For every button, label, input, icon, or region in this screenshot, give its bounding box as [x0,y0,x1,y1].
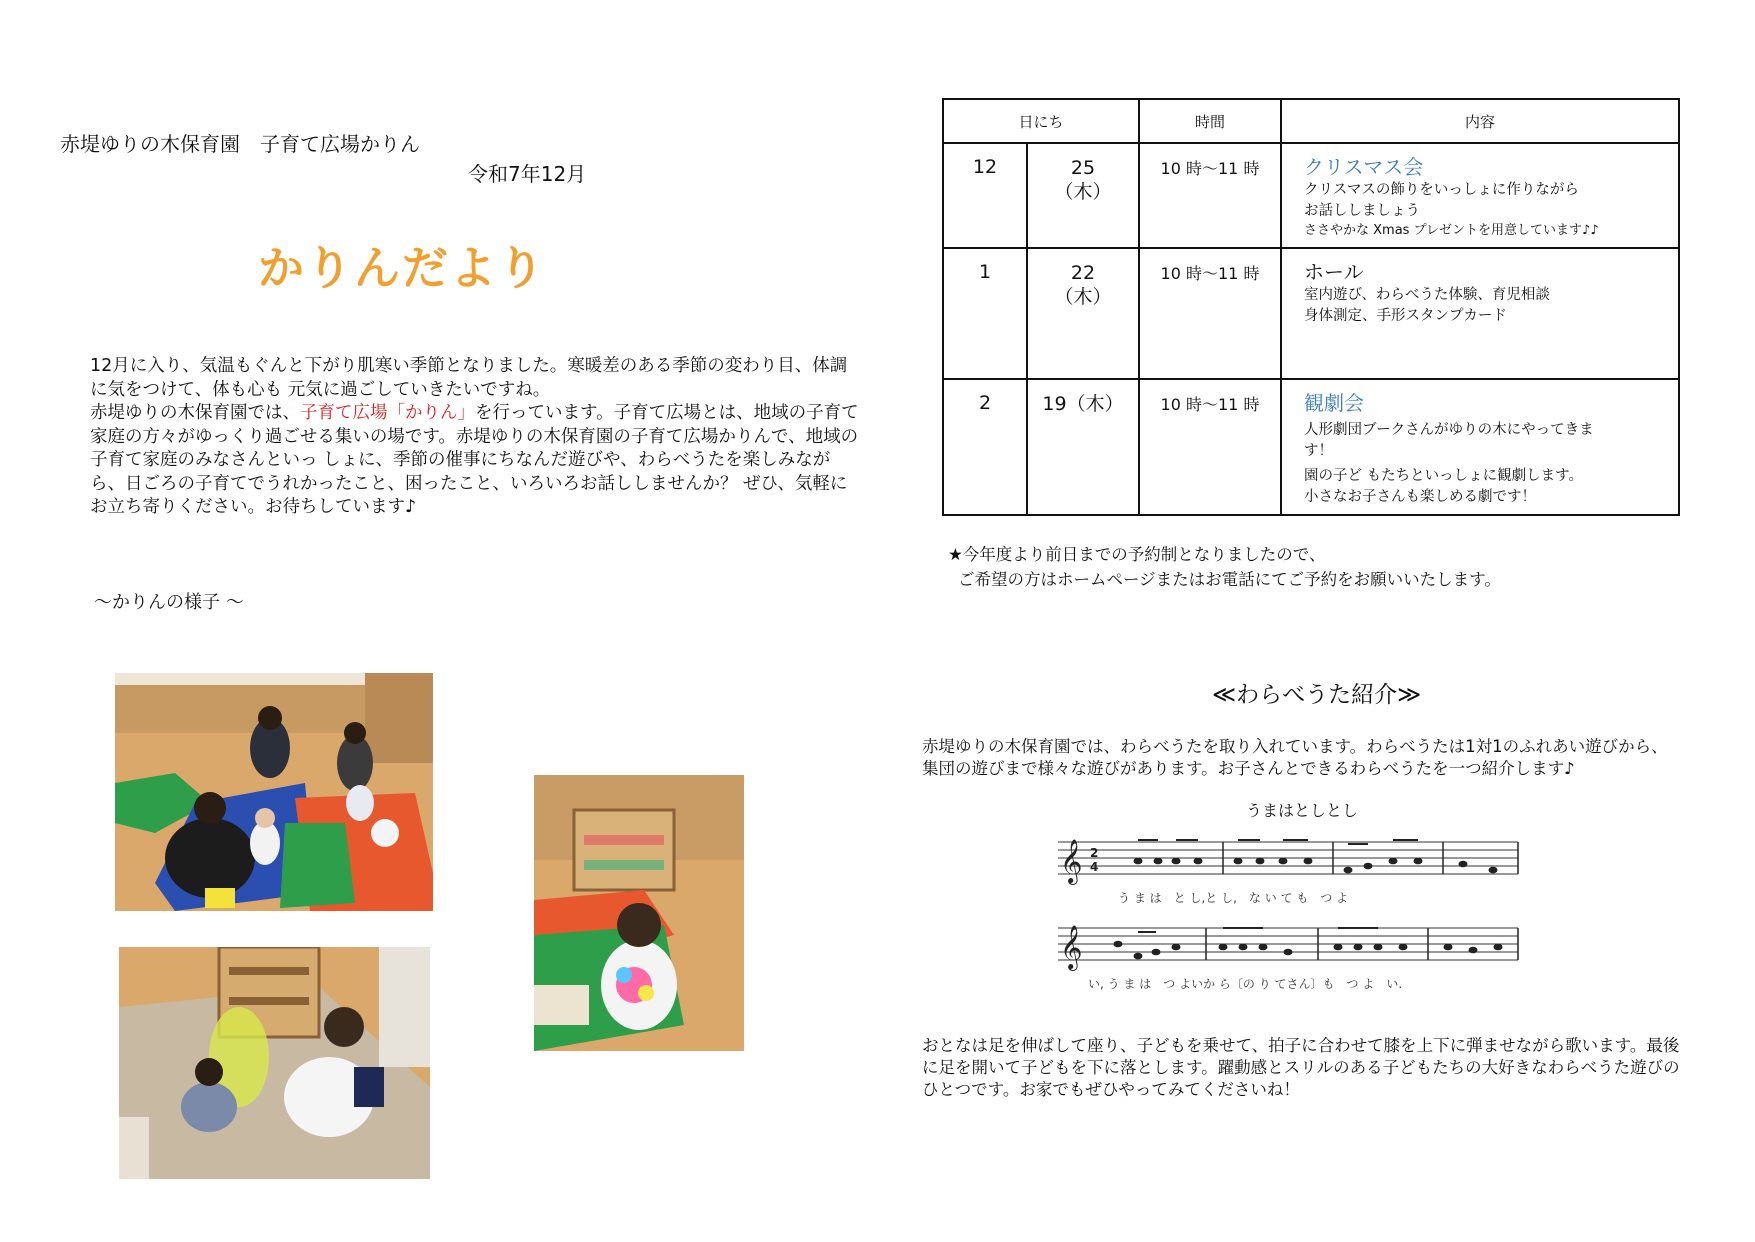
content-cell [1281,379,1679,515]
svg-text:𝄞: 𝄞 [1060,925,1083,969]
intro-paragraph-1: 12月に入り、気温もぐんと下がり肌寒い季節となりました。寒暖差のある季節の変わり目、体調に気をつけて、体も心も 元気に過ごしていきたいですね。 [90,356,848,400]
svg-text:2: 2 [1090,846,1099,860]
svg-text:𝄞: 𝄞 [1060,839,1083,883]
photos-section-label: ～かりんの様子 ～ [94,592,244,613]
event-detail: クリスマスの飾りをいっしょに作りながら [1304,182,1579,198]
music-score [1058,830,1538,1005]
warabe-description: おとなは足を伸ばして座り、子どもを乗せて、拍子に合わせて膝を上下に弾ませながら歌います。最後に足を開いて子どもを下に落とします。躍動感とスリルのある子どもたちの大好きなわらべうた遊びのひとつです。お家でもぜひやってみてくださいね！ [922,1036,1680,1099]
event-detail: 身体測定、手形スタンプカード [1304,308,1507,324]
photo-child-toy [534,775,744,1051]
intro-text-after: を行っています。子育て広場とは、地域の子育て家庭の方々がゆっくり過ごせる集いの場です。赤堤ゆりの木保育園の子育て広場かりんで、地域の子育て家庭のみなさんといっ しょに、季節の催事にちなんだ遊びや、わらべうたを楽しみながら、日ごろの子育てでうれかったこと、困ったこと、いろいろお話ししませんか？ ぜひ、気軽にお立ち寄りください。お待ちしています♪ [90,403,859,517]
score-lyrics-1: う ま は と し,と し, な い て も つ よ [1118,891,1349,905]
event-detail: 人形劇団ブークさんがゆりの木にやってきます！ [1304,422,1594,459]
month-cell: 1 [943,248,1027,379]
warabe-intro: 赤堤ゆりの木保育園では、わらべうたを取り入れています。わらべうたは1対1のふれあい遊びから、集団の遊びまで様々な遊びがあります。お子さんとできるわらべうたを一つ紹介します♪ [922,737,1668,778]
time-cell: 10 時～11 時 [1139,248,1281,379]
header-time: 時間 [1139,99,1281,143]
score-lyrics-2: い, う ま は つ よいか ら〔の り てさん〕も つ よ い. [1088,977,1403,991]
photo-play-mats [115,673,433,911]
month-cell: 12 [943,143,1027,248]
newsletter-title: かりんだより [258,241,546,295]
month-cell: 2 [943,379,1027,515]
content-cell [1281,143,1679,248]
reservation-notice [948,542,1501,592]
day-cell [1027,143,1139,248]
photo-rug-play [119,947,430,1179]
issue-date: 令和7年12月 [468,162,587,186]
song-title: うまはとしとし [1246,801,1359,820]
event-title: 観劇会 [1304,391,1364,415]
day-cell [1027,248,1139,379]
event-detail: 園の子ど もたちといっしょに観劇します。 [1304,468,1583,484]
svg-text:4: 4 [1090,860,1099,874]
day-cell [1027,379,1139,515]
table-row [943,143,1679,248]
organization-name: 赤堤ゆりの木保育園 子育て広場かりん [60,132,420,156]
intro-highlight: 子育て広場「かりん」 [300,403,475,423]
intro-text-before: 赤堤ゆりの木保育園では、 [90,403,300,423]
event-detail: 室内遊び、わらべうた体験、育児相談 [1304,287,1550,303]
event-detail: お話ししましょう [1304,203,1420,219]
table-row [943,248,1679,379]
event-note: ささやかな Xmas プレゼントを用意しています♪♪ [1304,223,1599,238]
table-row [943,379,1679,515]
day-number: 22 [1070,262,1096,284]
weekday: （木） [1054,286,1112,308]
intro-paragraph-2 [90,402,860,520]
weekday: （木） [1054,181,1112,203]
intro-text [90,355,860,520]
event-detail: 小さなお子さんも楽しめる劇です！ [1304,489,1536,505]
schedule-table [942,98,1680,516]
day-number: 19（木） [1042,393,1124,415]
notice-line-1: ★今年度より前日までの予約制となりましたので、 [948,545,1326,564]
header-date: 日にち [943,99,1139,143]
day-number: 25 [1070,157,1096,179]
time-cell: 10 時～11 時 [1139,143,1281,248]
content-cell [1281,248,1679,379]
header-content: 内容 [1281,99,1679,143]
warabe-heading: ≪わらべうた紹介≫ [1212,682,1422,708]
event-title: クリスマス会 [1304,155,1424,179]
time-cell: 10 時～11 時 [1139,379,1281,515]
table-header-row [943,99,1679,143]
event-title: ホール [1304,260,1364,284]
notice-line-2: ご希望の方はホームページまたはお電話にてご予約をお願いいたします。 [958,570,1501,589]
